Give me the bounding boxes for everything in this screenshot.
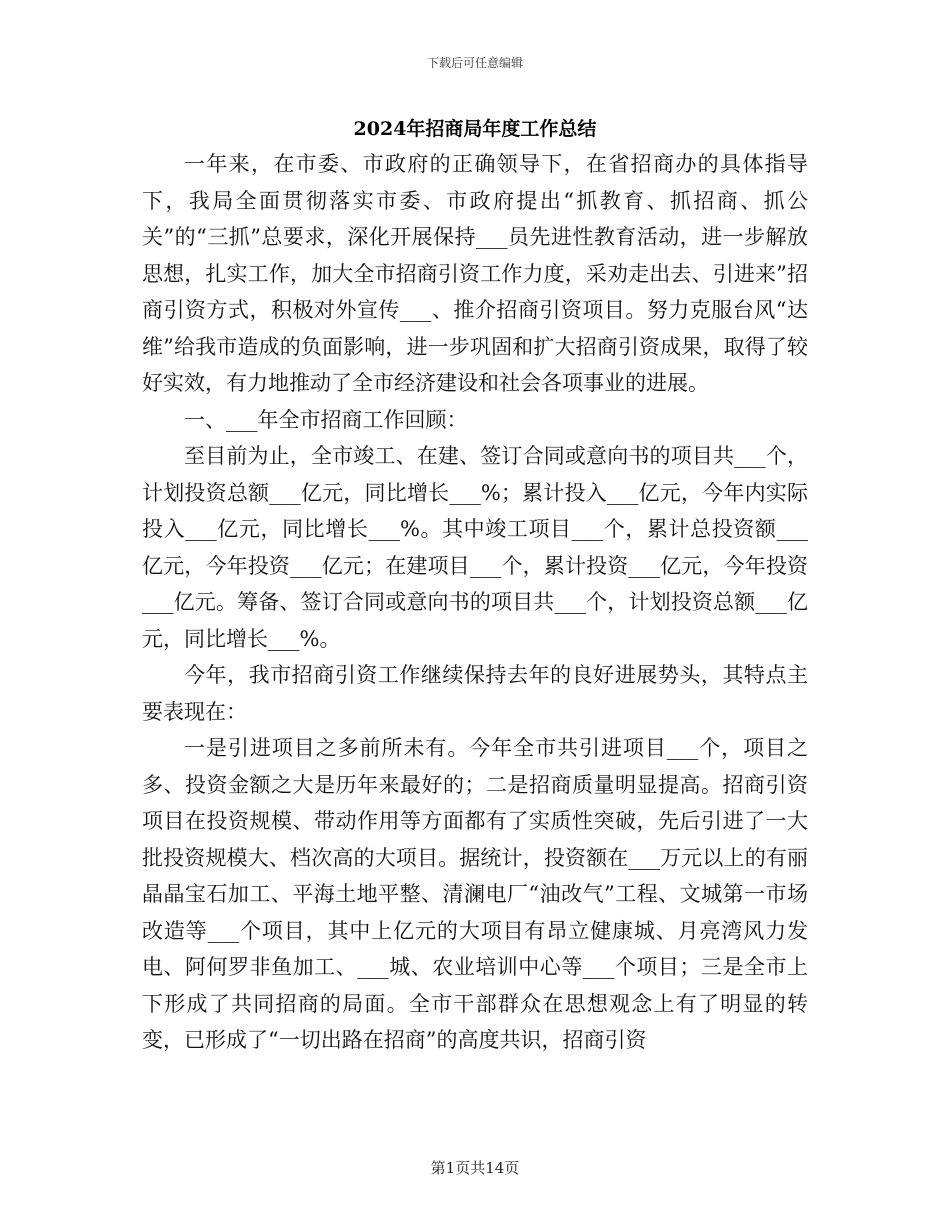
page-footer: 第1页共14页: [430, 1159, 520, 1177]
header-note: 下载后可任意编辑: [426, 56, 523, 70]
paragraph-features-lead: 今年，我市招商引资工作继续保持去年的良好进展势头，其特点主要表现在：: [142, 663, 808, 724]
paragraph-statistics: 至目前为止，全市竣工、在建、签订合同或意向书的项目共___个，计划投资总额___亿元，同比增长___%；累计投入___亿元，今年内实际投入___亿元，同比增长___%。其中竣工项目___个，累计总投资额___亿元，今年投资___亿元；在建项目___个，累计投资___亿元，今年投资___亿元。筹备、签订合同或意向书的项目共___个，计划投资总额___亿元，同比增长___%。: [142, 444, 808, 651]
paragraph-intro: 一年来，在市委、市政府的正确领导下，在省招商办的具体指导下，我局全面贯彻落实市委、市政府提出“抓教育、抓招商、抓公关”的“三抓”总要求，深化开展保持___员先进性教育活动，进一步解放思想，扎实工作，加大全市招商引资工作力度，采劝走出去、引进来”招商引资方式，积极对外宣传___、推介招商引资项目。努力克服台风“达维”给我市造成的负面影响，进一步巩固和扩大招商引资成果，取得了较好实效，有力地推动了全市经济建设和社会各项事业的进展。: [142, 152, 808, 395]
section-heading-review: 一、___年全市招商工作回顾：: [184, 407, 468, 432]
paragraph-features: 一是引进项目之多前所未有。今年全市共引进项目___个，项目之多、投资金额之大是历年来最好的；二是招商质量明显提高。招商引资项目在投资规模、带动作用等方面都有了实质性突破，先后引进了一大批投资规模大、档次高的大项目。据统计，投资额在___万元以上的有丽晶晶宝石加工、平海土地平整、清澜电厂“油改气”工程、文城第一市场改造等___个项目，其中上亿元的大项目有昂立健康城、月亮湾风力发电、阿何罗非鱼加工、___城、农业培训中心等___个项目；三是全市上下形成了共同招商的局面。全市干部群众在思想观念上有了明显的转变，已形成了“一切出路在招商”的高度共识，招商引资: [142, 736, 808, 1052]
document-title: 2024年招商局年度工作总结: [353, 118, 597, 140]
document-body: [142, 146, 808, 1059]
